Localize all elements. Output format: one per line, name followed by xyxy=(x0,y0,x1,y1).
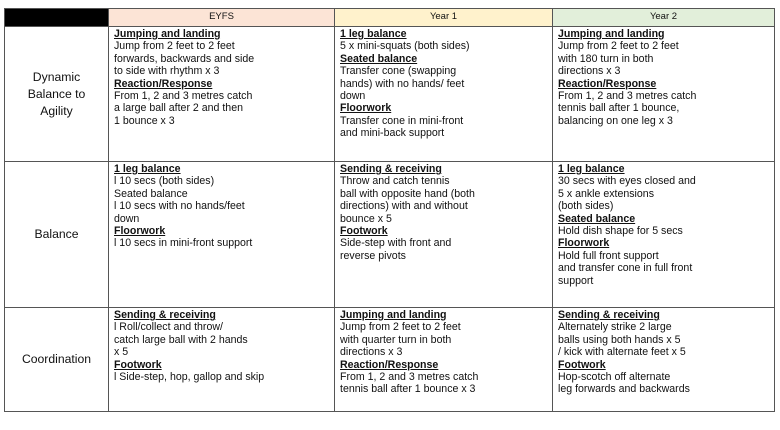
activity-line: directions x 3 xyxy=(340,346,403,359)
activity-line: reverse pivots xyxy=(340,249,406,262)
activity-heading: Seated balance xyxy=(558,212,636,225)
activity-heading: Floorwork xyxy=(340,102,392,115)
activity-heading: Sending & receiving xyxy=(340,163,442,175)
activity-line: balls using both hands x 5 xyxy=(558,333,681,346)
cell-balance-year-2 xyxy=(553,162,775,308)
activity-line: with quarter turn in both xyxy=(340,333,452,346)
activity-line: with 180 turn in both xyxy=(558,52,654,65)
activity-line: to side with rhythm x 3 xyxy=(114,65,220,78)
activity-line: l Side-step, hop, gallop and skip xyxy=(114,371,265,384)
activity-line: balancing on one leg x 3 xyxy=(558,114,673,127)
activity-line: 1 bounce x 3 xyxy=(114,114,175,127)
cell-balance-eyfs xyxy=(109,162,335,308)
activity-line: Jump from 2 feet to 2 feet xyxy=(558,40,679,53)
activity-table xyxy=(4,8,775,412)
activity-line: Side-step with front and xyxy=(340,237,452,250)
activity-line: bounce x 5 xyxy=(340,212,392,225)
activity-line: Seated balance xyxy=(114,187,188,200)
cell-coordination-eyfs xyxy=(109,308,335,412)
activity-line: tennis ball after 1 bounce, xyxy=(558,102,680,115)
row-label-dynamic-balance-to-agility xyxy=(5,27,109,162)
column-header-eyfs: EYFS xyxy=(109,9,335,27)
activity-line: (both sides) xyxy=(558,200,614,213)
activity-line: / kick with alternate feet x 5 xyxy=(558,346,686,359)
activity-heading: Jumping and landing xyxy=(558,28,665,40)
activity-line: x 5 xyxy=(114,346,129,359)
activity-line: From 1, 2 and 3 metres catch xyxy=(558,90,697,103)
activity-heading: Footwork xyxy=(558,358,606,371)
activity-line: l 10 secs with no hands/feet xyxy=(114,200,245,213)
activity-heading: Reaction/Response xyxy=(558,77,657,90)
activity-line: down xyxy=(340,90,366,103)
table-row xyxy=(5,162,775,308)
activity-line: Hop-scotch off alternate xyxy=(558,371,671,384)
corner-cell xyxy=(5,9,109,27)
row-label-line: Coordination xyxy=(21,352,92,366)
activity-heading: Footwork xyxy=(340,225,388,238)
activity-line: l Roll/collect and throw/ xyxy=(114,321,223,334)
activity-line: and transfer cone in full front xyxy=(558,262,693,275)
activity-line: Transfer cone (swapping xyxy=(340,65,457,78)
table-row xyxy=(5,27,775,162)
activity-line: Jump from 2 feet to 2 feet xyxy=(340,321,461,334)
activity-line: From 1, 2 and 3 metres catch xyxy=(340,371,479,384)
row-label-line: Balance xyxy=(34,227,79,241)
column-header-year-2: Year 2 xyxy=(553,9,775,27)
activity-heading: Sending & receiving xyxy=(114,309,216,321)
activity-line: Alternately strike 2 large xyxy=(558,321,672,334)
activity-line: 5 x mini-squats (both sides) xyxy=(340,40,470,53)
activity-line: and mini-back support xyxy=(340,127,445,140)
header-row xyxy=(5,9,775,27)
cell-dynamic-balance-to-agility-year-1 xyxy=(335,27,553,162)
table-row xyxy=(5,308,775,412)
activity-line: l 10 secs in mini-front support xyxy=(114,237,253,250)
activity-heading: Floorwork xyxy=(558,237,610,250)
activity-line: Transfer cone in mini-front xyxy=(340,114,464,127)
activity-heading: Seated balance xyxy=(340,52,418,65)
cell-coordination-year-2 xyxy=(553,308,775,412)
activity-line: forwards, backwards and side xyxy=(114,52,255,65)
activity-heading: Jumping and landing xyxy=(114,28,221,40)
activity-heading: Floorwork xyxy=(114,225,166,238)
activity-line: 30 secs with eyes closed and xyxy=(558,175,696,188)
activity-line: down xyxy=(114,212,140,225)
activity-heading: Footwork xyxy=(114,358,162,371)
cell-balance-year-1 xyxy=(335,162,553,308)
row-label-line: Agility xyxy=(40,103,73,118)
activity-line: ball with opposite hand (both xyxy=(340,187,475,200)
cell-coordination-year-1 xyxy=(335,308,553,412)
activity-heading: 1 leg balance xyxy=(114,163,181,175)
row-label-coordination xyxy=(5,308,109,412)
column-header-year-1: Year 1 xyxy=(335,9,553,27)
activity-heading: 1 leg balance xyxy=(558,163,625,175)
activity-line: l 10 secs (both sides) xyxy=(114,175,215,188)
cell-dynamic-balance-to-agility-year-2 xyxy=(553,27,775,162)
activity-heading: Sending & receiving xyxy=(558,309,660,321)
activity-line: hands) with no hands/ feet xyxy=(340,77,465,90)
activity-line: Hold full front support xyxy=(558,249,659,262)
activity-line: directions x 3 xyxy=(558,65,621,78)
row-label-balance xyxy=(5,162,109,308)
activity-heading: 1 leg balance xyxy=(340,28,407,40)
activity-line: leg forwards and backwards xyxy=(558,383,690,396)
activity-line: support xyxy=(558,274,594,287)
activity-line: Throw and catch tennis xyxy=(340,175,450,188)
activity-heading: Jumping and landing xyxy=(340,309,447,321)
activity-line: catch large ball with 2 hands xyxy=(114,333,248,346)
activity-line: From 1, 2 and 3 metres catch xyxy=(114,90,253,103)
row-label-line: Balance to xyxy=(27,86,86,101)
activity-line: a large ball after 2 and then xyxy=(114,102,243,115)
activity-heading: Reaction/Response xyxy=(340,358,439,371)
activity-line: tennis ball after 1 bounce x 3 xyxy=(340,383,476,396)
row-label-line: Dynamic xyxy=(32,69,81,84)
activity-line: directions) with and without xyxy=(340,200,468,213)
activity-line: 5 x ankle extensions xyxy=(558,187,654,200)
activity-line: Hold dish shape for 5 secs xyxy=(558,225,683,238)
cell-dynamic-balance-to-agility-eyfs xyxy=(109,27,335,162)
activity-line: Jump from 2 feet to 2 feet xyxy=(114,40,235,53)
activity-heading: Reaction/Response xyxy=(114,77,213,90)
